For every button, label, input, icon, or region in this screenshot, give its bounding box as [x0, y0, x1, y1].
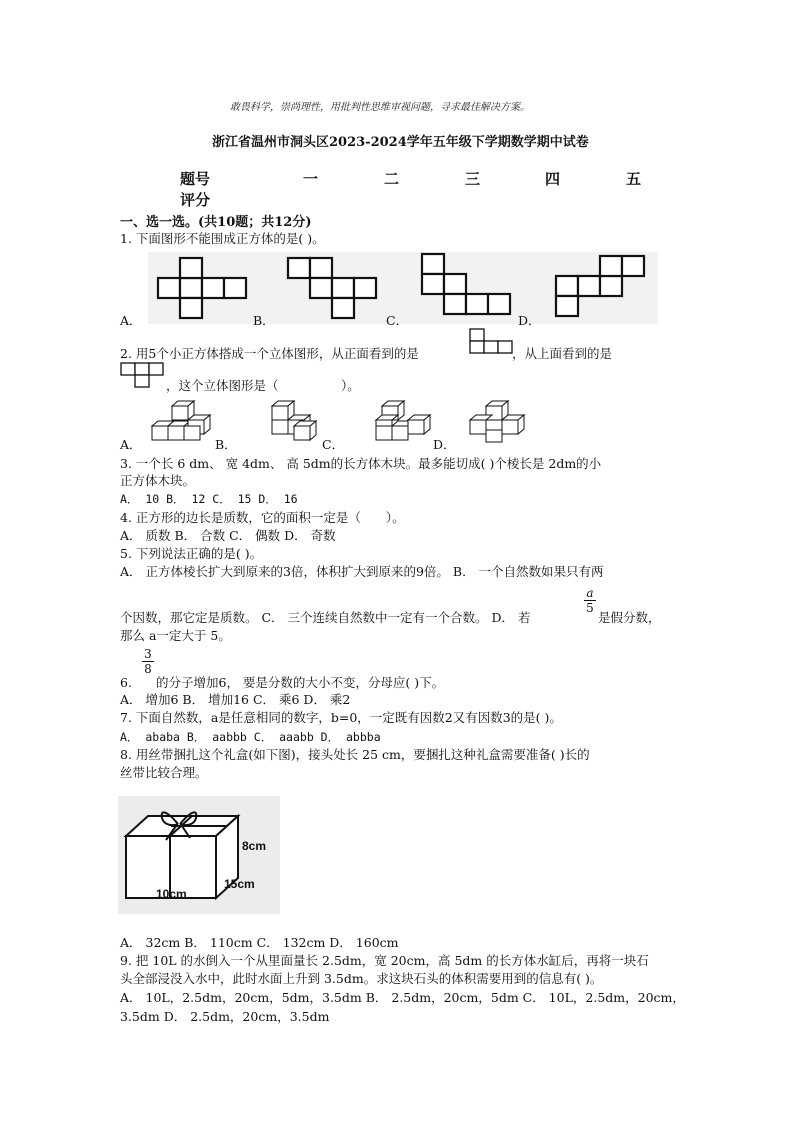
score-col-3: 三 [465, 170, 481, 188]
q2-solid-a [152, 401, 210, 440]
q2-option-b[interactable]: B． [215, 437, 237, 452]
q2-stem-part3: ，这个立体图形是（ ）。 [166, 378, 360, 393]
q2-front-view-icon [469, 328, 515, 354]
q6-fraction-numerator: 3 [144, 647, 152, 661]
q1-option-a[interactable]: A． [120, 313, 142, 328]
score-table-label-question: 题号 [180, 170, 211, 188]
q2-option-d[interactable]: D． [433, 437, 456, 452]
q1-stem: 1. 下面图形不能围成正方体的是( )。 [120, 231, 325, 246]
q5-line3: 那么 a一定大于 5。 [120, 628, 231, 643]
q8-options[interactable]: A． 32cm B． 110cm C． 132cm D． 160cm [120, 935, 399, 950]
q6-options[interactable]: A． 增加6 B． 增加16 C． 乘6 D． 乘2 [120, 692, 351, 707]
q6-stem: 的分子增加6， 要是分数的大小不变，分母应( )下。 [156, 675, 445, 690]
q3-line2: 正方体木块。 [120, 473, 196, 488]
q8-label-height: 8cm [242, 839, 267, 853]
exam-title: 浙江省温州市洞头区2023-2024学年五年级下学期数学期中试卷 [212, 135, 589, 150]
q5-fraction-numerator: a [586, 586, 594, 600]
q3-options[interactable]: A． 10 B． 12 C． 15 D． 16 [120, 492, 298, 506]
header-motto: 敢畏科学，崇尚理性，用批判性思维审视问题，寻求最佳解决方案。 [230, 102, 530, 113]
q1-option-d[interactable]: D． [518, 313, 541, 328]
q5-stem: 5. 下列说法正确的是( )。 [120, 546, 263, 561]
q6-fraction [142, 648, 154, 675]
score-col-5: 五 [626, 170, 642, 188]
q7-options[interactable]: A． ababa B． aabbb C． aaabb D． abbba [120, 730, 381, 744]
q1-option-b[interactable]: B． [253, 313, 275, 328]
q2-stem-part1: 2. 用5个小正方体搭成一个立体图形，从正面看到的是 [120, 346, 419, 361]
q5-line2-end: 是假分数， [598, 610, 661, 625]
q2-option-c[interactable]: C． [322, 437, 345, 452]
score-col-2: 二 [384, 170, 400, 188]
q2-top-view-icon [120, 362, 166, 388]
q5-fraction-denominator: 5 [586, 601, 594, 615]
q9-line3[interactable]: A． 10L，2.5dm，20cm，5dm，3.5dm B． 2.5dm，20cm，5dm C． 10L，2.5dm，20cm， [120, 990, 685, 1005]
score-col-4: 四 [545, 170, 561, 188]
q8-label-depth: 15cm [224, 877, 255, 891]
q9-line2: 头全部浸没入水中，此时水面上升到 3.5dm。求这块石头的体积需要用到的信息有( )。 [120, 971, 603, 986]
q2-solid-c [376, 401, 430, 440]
q2-stem-part2: ，从上面看到的是 [512, 346, 613, 361]
q7-stem: 7. 下面自然数，a是任意相同的数字，b=0，一定既有因数2又有因数3的是( )。 [120, 710, 562, 725]
q8-line1: 8. 用丝带捆扎这个礼盒(如下图)，接头处长 25 cm，要捆扎这种礼盒需要准备( )长的 [120, 747, 590, 762]
q1-option-c[interactable]: C． [386, 313, 409, 328]
q2-solid-figures [148, 396, 548, 446]
q8-label-length: 10cm [156, 887, 187, 901]
q5-fraction [584, 587, 596, 614]
q8-gift-box-figure [118, 796, 280, 914]
q2-solid-b [272, 401, 316, 440]
q3-line1: 3. 一个长 6 dm、 宽 4dm、 高 5dm的长方体木块。最多能切成( )个棱长是 2dm的小 [120, 456, 602, 471]
score-col-1: 一 [303, 170, 319, 188]
q4-stem: 4. 正方形的边长是质数，它的面积一定是（ ）。 [120, 510, 405, 525]
q2-solid-d [470, 401, 524, 442]
q2-option-a[interactable]: A． [120, 437, 142, 452]
q9-line4[interactable]: 3.5dm D． 2.5dm，20cm，3.5dm [120, 1009, 330, 1024]
score-table-label-score: 评分 [180, 191, 211, 209]
q8-line2: 丝带比较合理。 [120, 765, 208, 780]
q6-fraction-denominator: 8 [144, 662, 152, 676]
q5-line1: A． 正方体棱长扩大到原来的3倍，体积扩大到原来的9倍。 B． 一个自然数如果只有两 [120, 564, 604, 579]
q4-options[interactable]: A． 质数 B． 合数 C． 偶数 D． 奇数 [120, 528, 336, 543]
q9-line1: 9. 把 10L 的水倒入一个从里面量长 2.5dm，宽 20cm，高 5dm 的长方体水缸后，再将一块石 [120, 953, 649, 968]
q5-line2: 个因数，那它定是质数。 C． 三个连续自然数中一定有一个合数。 D． 若 [120, 610, 531, 625]
q6-number: 6. [120, 675, 132, 690]
section-heading: 一、选一选。(共10题；共12分) [120, 215, 312, 230]
